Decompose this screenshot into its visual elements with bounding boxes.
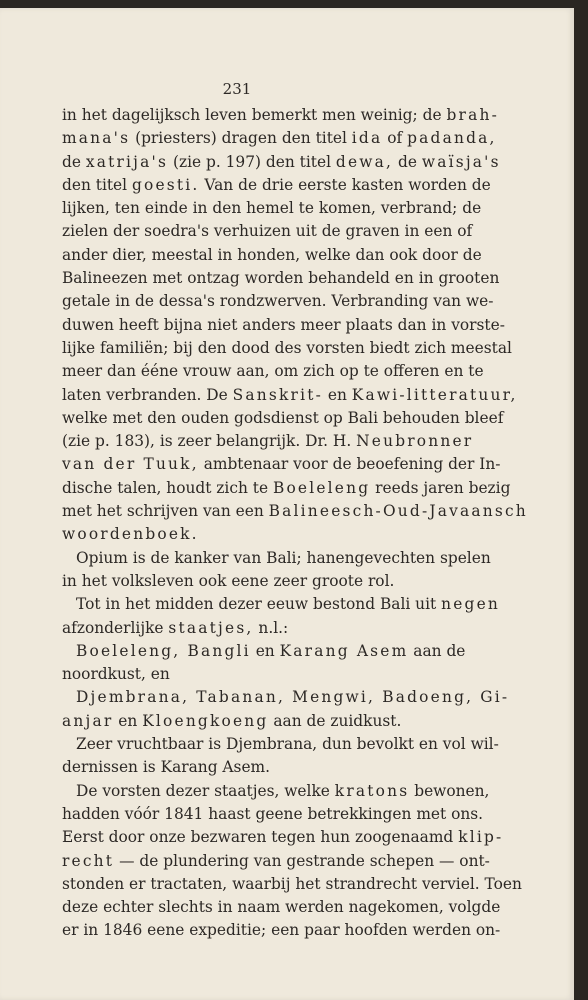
text-run: (priesters) dragen den titel bbox=[130, 129, 352, 148]
text-run: met het schrijven van een bbox=[62, 502, 269, 521]
book-page bbox=[0, 8, 574, 1000]
text-run: den titel bbox=[62, 175, 132, 194]
text-line bbox=[62, 896, 501, 919]
text-line bbox=[62, 453, 501, 476]
page-number: 231 bbox=[222, 80, 252, 98]
body-text bbox=[62, 104, 528, 943]
text-line bbox=[62, 104, 499, 127]
text-line bbox=[62, 686, 510, 709]
text-run: lijken, ten einde in den hemel te komen, verbrand; de bbox=[62, 199, 482, 218]
text-run: aan de zuidkust. bbox=[268, 711, 402, 730]
text-run: de bbox=[393, 152, 422, 171]
text-run: getale in de dessa's rondzwerven. Verbranding van we- bbox=[62, 292, 494, 311]
text-line bbox=[62, 663, 422, 686]
spaced-term: klip- bbox=[458, 828, 504, 847]
spaced-term: xatrija's bbox=[85, 152, 169, 171]
text-run: stonden er tractaten, waarbij het strandrecht verviel. Toen bbox=[62, 874, 522, 893]
spaced-term: Boeleleng bbox=[272, 478, 371, 497]
text-line bbox=[62, 617, 422, 640]
text-line bbox=[62, 220, 473, 243]
text-run: Eerst door onze bezwaren tegen hun zoogenaamd bbox=[62, 828, 459, 847]
text-line bbox=[62, 127, 497, 150]
spaced-term: Kloengkoeng bbox=[142, 711, 269, 730]
spaced-term: Djembrana, Tabanan, Mengwi, Badoeng, Gi- bbox=[76, 688, 510, 707]
spaced-term: goesti. bbox=[131, 175, 200, 194]
text-run: in het volksleven ook eene zeer groote rol. bbox=[62, 571, 395, 590]
text-line bbox=[62, 337, 512, 360]
text-line bbox=[62, 570, 422, 593]
text-run: ander dier, meestal in honden, welke dan ook door de bbox=[62, 245, 482, 264]
text-line bbox=[62, 384, 518, 407]
text-run: Zeer vruchtbaar is Djembrana, dun bevolkt en vol wil- bbox=[76, 735, 499, 754]
text-run: deze echter slechts in naam werden nagekomen, volgde bbox=[62, 898, 501, 917]
text-line bbox=[62, 710, 422, 733]
text-line bbox=[62, 593, 500, 616]
text-run: (zie p. 183), is zeer belangrijk. Dr. H. bbox=[62, 432, 357, 451]
text-run: laten verbranden. De bbox=[62, 385, 233, 404]
text-line bbox=[62, 290, 494, 313]
spaced-term: Karang Asem bbox=[279, 641, 409, 660]
text-line bbox=[62, 640, 466, 663]
spaced-term: anjar bbox=[62, 711, 114, 730]
text-line bbox=[62, 151, 501, 174]
spaced-term: recht bbox=[62, 851, 115, 870]
text-line bbox=[62, 360, 484, 383]
text-run: en bbox=[113, 711, 143, 730]
text-run: bewonen, bbox=[409, 781, 490, 800]
text-run: duwen heeft bijna niet anders meer plaats dan in vorste- bbox=[62, 315, 505, 334]
text-line bbox=[62, 174, 491, 197]
text-run: aan de bbox=[408, 641, 466, 660]
spaced-term: mana's bbox=[62, 129, 131, 148]
text-run: noordkust, en bbox=[62, 665, 170, 684]
text-run: of bbox=[382, 129, 408, 148]
text-run: afzonderlijke bbox=[62, 618, 169, 637]
text-line bbox=[62, 314, 505, 337]
text-run: de bbox=[62, 152, 86, 171]
text-run: dernissen is Karang Asem. bbox=[62, 758, 271, 777]
text-run: — de plundering van gestrande schepen — ont- bbox=[114, 851, 490, 870]
spaced-term: Neubronner bbox=[356, 432, 474, 451]
text-line bbox=[62, 873, 522, 896]
spaced-term: Balineesch-Oud-Javaansch bbox=[268, 502, 528, 521]
text-run: en bbox=[322, 385, 352, 404]
text-run: in het dagelijksch leven bemerkt men weinig; de bbox=[62, 106, 447, 124]
text-run: welke met den ouden godsdienst op Bali behouden bleef bbox=[62, 408, 504, 427]
text-line bbox=[62, 803, 484, 826]
spaced-term: waïsja's bbox=[421, 152, 501, 171]
text-run: reeds jaren bezig bbox=[370, 478, 511, 497]
text-run: zielen der soedra's verhuizen uit de graven in een of bbox=[62, 222, 473, 241]
text-line bbox=[62, 780, 490, 803]
text-line bbox=[62, 523, 422, 546]
text-line bbox=[62, 733, 499, 756]
spaced-term: brah- bbox=[446, 106, 499, 124]
text-line bbox=[62, 267, 500, 290]
spaced-term: Sanskrit- bbox=[232, 385, 323, 404]
text-run: Tot in het midden dezer eeuw bestond Bali uit bbox=[76, 595, 442, 614]
text-line bbox=[62, 919, 501, 942]
text-run: dische talen, houdt zich te bbox=[62, 478, 273, 497]
text-run: en bbox=[250, 641, 280, 660]
spaced-term: padanda, bbox=[407, 129, 497, 148]
text-line bbox=[62, 244, 482, 267]
text-run: lijke familiën; bij den dood des vorsten biedt zich meestal bbox=[62, 338, 512, 357]
text-line bbox=[62, 826, 504, 849]
text-line bbox=[62, 407, 504, 430]
spaced-term: negen bbox=[441, 595, 500, 614]
text-run: meer dan ééne vrouw aan, om zich op te offeren en te bbox=[62, 362, 484, 381]
spaced-term: Boeleleng, Bangli bbox=[76, 641, 251, 660]
text-line bbox=[62, 756, 422, 779]
text-run: ambtenaar voor de beoefening der In- bbox=[198, 455, 501, 474]
text-run: Van de drie eerste kasten worden de bbox=[199, 175, 491, 194]
spaced-term: staatjes, bbox=[168, 618, 254, 637]
spaced-term: Kawi-litteratuur, bbox=[351, 385, 518, 404]
spaced-term: kratons bbox=[334, 781, 410, 800]
text-run: Balineezen met ontzag worden behandeld en in grooten bbox=[62, 269, 500, 288]
text-run: (zie p. 197) den titel bbox=[168, 152, 336, 171]
text-run: De vorsten dezer staatjes, welke bbox=[76, 781, 335, 800]
spaced-term: dewa, bbox=[335, 152, 394, 171]
spaced-term: van der Tuuk, bbox=[62, 455, 199, 474]
text-run: n.l.: bbox=[253, 618, 289, 637]
text-line bbox=[62, 500, 528, 523]
text-line bbox=[62, 477, 511, 500]
text-run: hadden vóór 1841 haast geene betrekkingen met ons. bbox=[62, 804, 484, 823]
text-run: er in 1846 eene expeditie; een paar hoofden werden on- bbox=[62, 921, 501, 940]
text-line bbox=[62, 547, 491, 570]
spaced-term: woordenboek. bbox=[62, 525, 199, 544]
text-line bbox=[62, 850, 490, 873]
text-line bbox=[62, 197, 482, 220]
text-line bbox=[62, 430, 474, 453]
text-run: Opium is de kanker van Bali; hanengevechten spelen bbox=[76, 548, 491, 567]
spaced-term: ida bbox=[351, 129, 383, 148]
